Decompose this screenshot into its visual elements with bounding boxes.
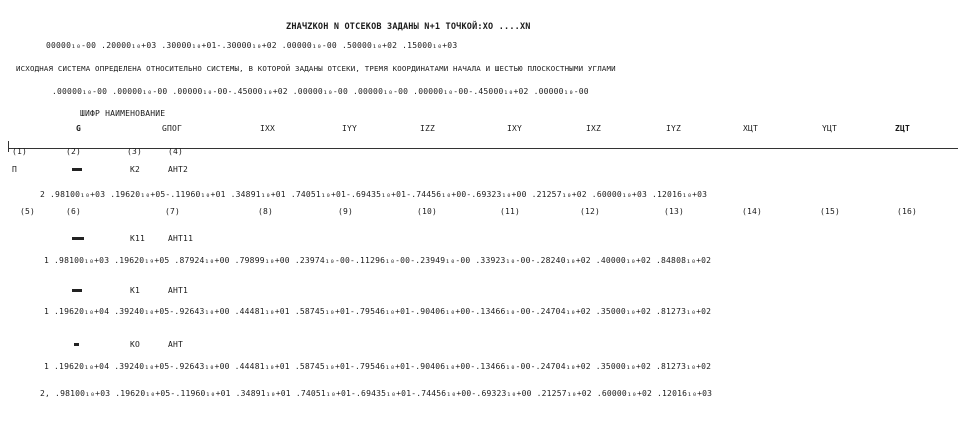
col-ixz: IXZ [586,124,602,133]
field-num-10: (10) [417,207,438,216]
block-code: KO [130,340,141,349]
field-num-2: (2) [66,147,82,156]
block-name: АНТ1 [168,286,189,295]
block-values: 2 .98100₁₀+03 .19620₁₀+05-.11960₁₀+01 .34891₁₀+01 .74051₁₀+01-.69435₁₀+01-.74456₁₀+00-.69323₁₀+00 .21257₁₀+02 .60000₁₀+03 .12016₁₀+03 [40,190,708,199]
origin-coords: 00000₁₀-00 .20000₁₀+03 .30000₁₀+01-.30000₁₀+02 .00000₁₀-00 .50000₁₀+02 .15000₁₀+03 [46,41,458,50]
header-rule [8,148,958,149]
field-num-3: (3) [127,147,143,156]
field-num-1: (1) [12,147,28,156]
block-name: АНТ [168,340,184,349]
field-num-4: (4) [168,147,184,156]
section-mark [74,343,79,346]
header-title: ZНАЧZКОН N ОТСЕКОВ ЗАДАНЫ N+1 ТОЧКОЙ:XO ....XN [286,22,531,32]
section-mark [72,289,82,292]
col-ixy: IXY [507,124,523,133]
rule-tick [8,141,9,152]
block-code: K2 [130,165,141,174]
angle-coords: .00000₁₀-00 .00000₁₀-00 .00000₁₀-00-.45000₁₀+02 .00000₁₀-00 .00000₁₀-00 .00000₁₀-00-.45000₁₀+02 .00000₁₀-00 [52,87,589,96]
field-num-15: (15) [820,207,841,216]
field-num-12: (12) [580,207,601,216]
col-ixx: IXX [260,124,276,133]
col-zct: ZЦТ [895,124,911,133]
block-code: K11 [130,234,146,243]
section-mark [72,168,82,171]
field-num-9: (9) [338,207,354,216]
field-num-11: (11) [500,207,521,216]
field-num-5: (5) [20,207,36,216]
block-values: 1 .19620₁₀+04 .39240₁₀+05-.92643₁₀+00 .44481₁₀+01 .58745₁₀+01-.79546₁₀+01-.90406₁₀+00-.13466₁₀-00-.24704₁₀+02 .35000₁₀+02 .81273₁₀+02 [44,362,712,371]
col-iyy: IYY [342,124,358,133]
final-values: 2, .98100₁₀+03 .19620₁₀+05-.11960₁₀+01 .34891₁₀+01 .74051₁₀+01-.69435₁₀+01-.74456₁₀+00-.69323₁₀+00 .21257₁₀+02 .60000₁₀+02 .12016₁₀+03 [40,389,713,398]
field-num-7: (7) [165,207,181,216]
block-name: АНТ2 [168,165,189,174]
col-izz: IZZ [420,124,436,133]
cipher-label: ШИФР НАИМЕНОВАНИЕ [80,109,166,118]
block-name: АНТ11 [168,234,194,243]
field-num-8: (8) [258,207,274,216]
block-code: K1 [130,286,141,295]
field-num-14: (14) [742,207,763,216]
block-values: 1 .19620₁₀+04 .39240₁₀+05-.92643₁₀+00 .44481₁₀+01 .58745₁₀+01-.79546₁₀+01-.90406₁₀+00-.13466₁₀-00-.24704₁₀+02 .35000₁₀+02 .81273₁₀+02 [44,307,712,316]
block-values: 1 .98100₁₀+03 .19620₁₉+05 .87924₁₀+00 .79899₁₀+00 .23974₁₀-00-.11296₁₀-00-.23949₁₀-00 .33923₁₀-00-.28240₁₀+02 .40000₁₀+02 .84808₁₀+02 [44,256,712,265]
col-xct: XЦТ [743,124,759,133]
col-iyz: IYZ [666,124,682,133]
field-num-6: (6) [66,207,82,216]
col-yct: YЦТ [822,124,838,133]
field-num-13: (13) [664,207,685,216]
section-mark [72,237,84,240]
type-letter: П [12,165,18,174]
col-gpog: GПОГ [162,124,183,133]
col-g: G [76,124,82,133]
field-num-16: (16) [897,207,918,216]
system-note: ИСХОДНАЯ СИСТЕМА ОПРЕДЕЛЕНА ОТНОСИТЕЛЬНО СИСТЕМЫ, В КОТОРОЙ ЗАДАНЫ ОТСЕКИ, ТРЕМЯ КООРДИНАТАМИ НАЧАЛА И ШЕСТЬЮ ПЛОСКОСТНЫМИ УГЛАМИ [16,64,616,73]
